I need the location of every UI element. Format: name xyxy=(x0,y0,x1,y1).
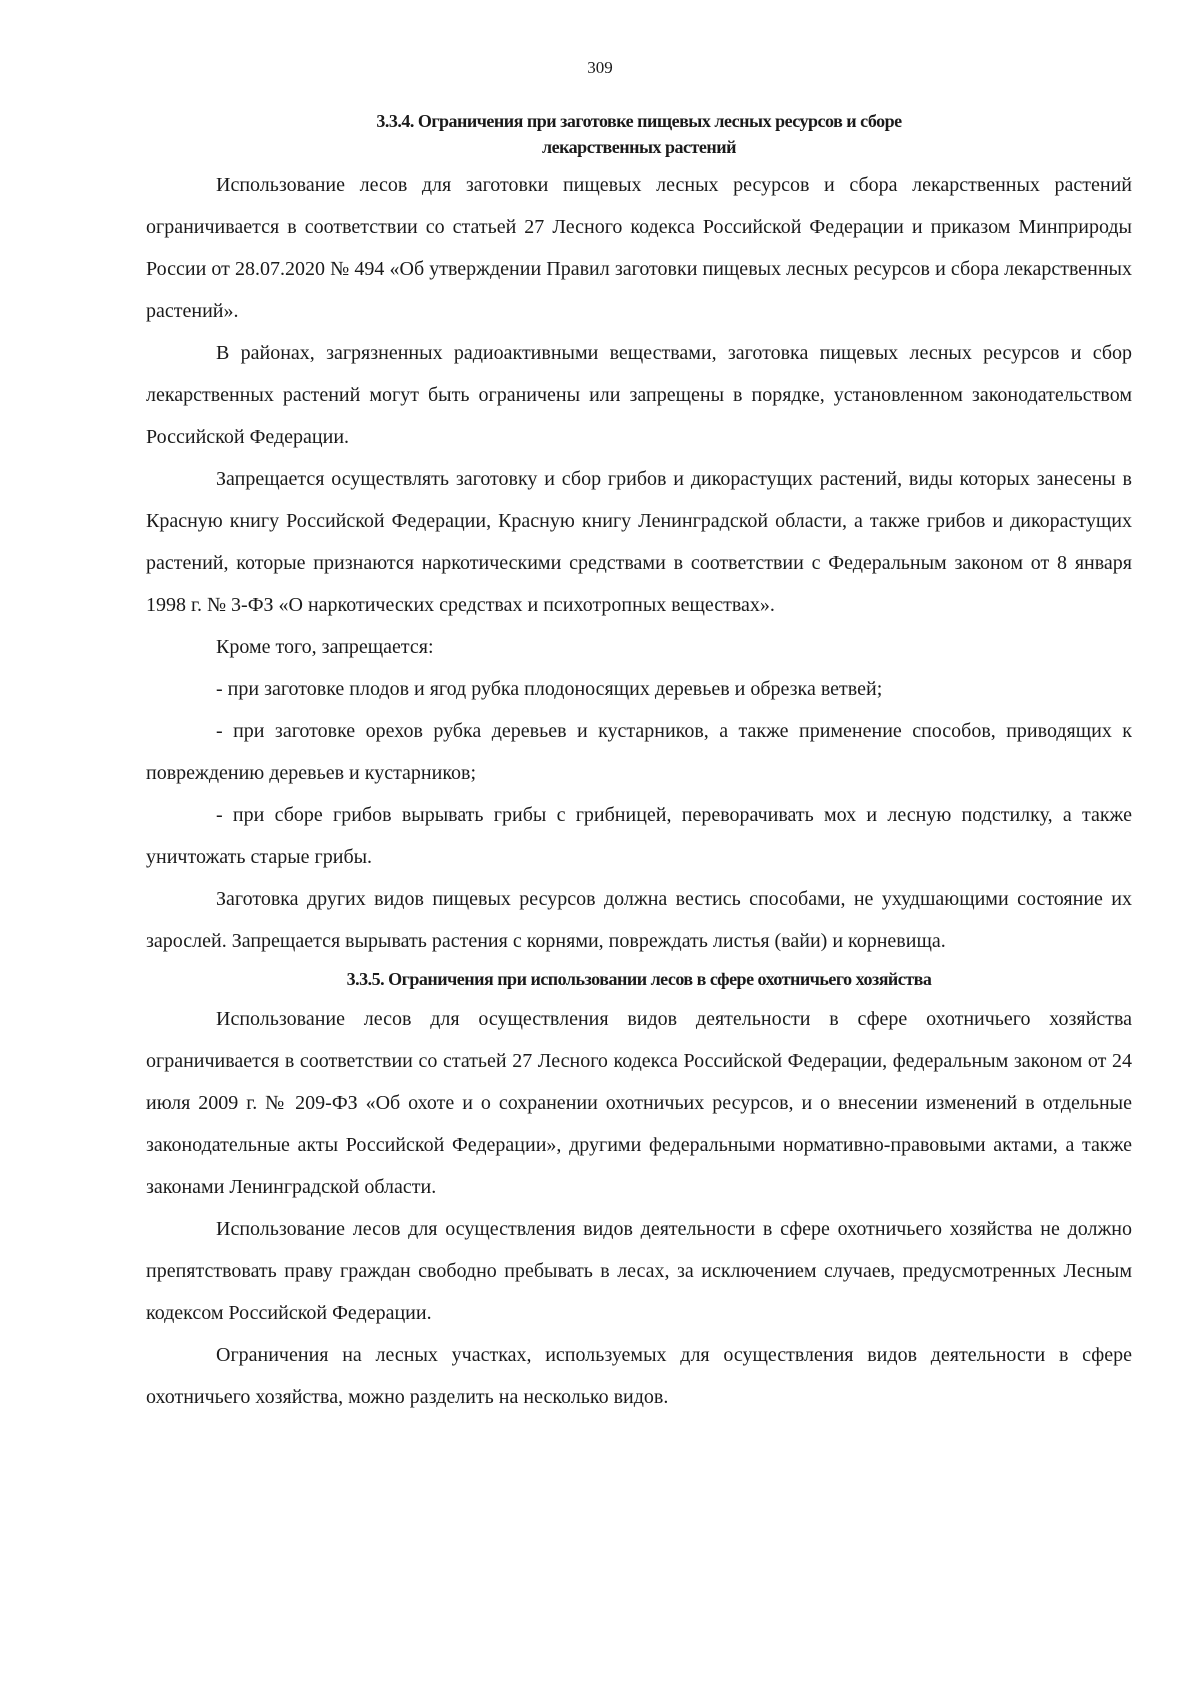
paragraph: Ограничения на лесных участках, используемых для осуществления видов деятельности в сфере охотничьего хозяйства, можно разделить на несколько видов. xyxy=(146,1344,1132,1408)
list-item: - при заготовке плодов и ягод рубка плодоносящих деревьев и обрезка ветвей; xyxy=(216,678,883,700)
paragraph: Запрещается осуществлять заготовку и сбор грибов и дикорастущих растений, виды которых занесены в Красную книгу Российской Федерации, Красную книгу Ленинградской области, а также грибов и дикорастущих растений, которые признаются наркотическими средствами в соответствии с Федеральным законом от 8 января 1998 г. № 3-ФЗ «О наркотических средствах и психотропных веществах». xyxy=(146,468,1132,616)
heading-line-1: 3.3.4. Ограничения при заготовке пищевых лесных ресурсов и сборе xyxy=(376,111,902,131)
paragraph: Использование лесов для заготовки пищевых лесных ресурсов и сбора лекарственных растений ограничивается в соответствии со статьей 27 Лесного кодекса Российской Федерации и приказом Минприроды России от 28.07.2020 № 494 «Об утверждении Правил заготовки пищевых лесных ресурсов и сбора лекарственных растений». xyxy=(146,174,1132,322)
paragraph: Заготовка других видов пищевых ресурсов должна вестись способами, не ухудшающими состояние их зарослей. Запрещается вырывать растения с корнями, повреждать листья (вайи) и корневища. xyxy=(146,888,1132,952)
page-content xyxy=(146,108,1132,1418)
section-heading-3-3-4 xyxy=(146,108,1132,160)
paragraph: Использование лесов для осуществления видов деятельности в сфере охотничьего хозяйства ограничивается в соответствии со статьей 27 Лесного кодекса Российской Федерации, федеральным законом от 24 июля 2009 г. № 209-ФЗ «Об охоте и о сохранении охотничьих ресурсов, и о внесении изменений в отдельные законодательные акты Российской Федерации», другими федеральными нормативно-правовыми актами, а также законами Ленинградской области. xyxy=(146,1008,1132,1198)
section-heading-3-3-5: 3.3.5. Ограничения при использовании лесов в сфере охотничьего хозяйства xyxy=(346,969,932,989)
list-item: - при заготовке орехов рубка деревьев и кустарников, а также применение способов, приводящих к повреждению деревьев и кустарников; xyxy=(146,720,1132,784)
heading-line-2: лекарственных растений xyxy=(542,137,736,157)
page-number: 309 xyxy=(587,58,613,77)
paragraph: Кроме того, запрещается: xyxy=(216,636,434,658)
paragraph: В районах, загрязненных радиоактивными веществами, заготовка пищевых лесных ресурсов и сбор лекарственных растений могут быть ограничены или запрещены в порядке, установленном законодательством Российской Федерации. xyxy=(146,342,1132,448)
paragraph: Использование лесов для осуществления видов деятельности в сфере охотничьего хозяйства не должно препятствовать праву граждан свободно пребывать в лесах, за исключением случаев, предусмотренных Лесным кодексом Российской Федерации. xyxy=(146,1218,1132,1324)
list-item: - при сборе грибов вырывать грибы с грибницей, переворачивать мох и лесную подстилку, а также уничтожать старые грибы. xyxy=(146,804,1132,868)
